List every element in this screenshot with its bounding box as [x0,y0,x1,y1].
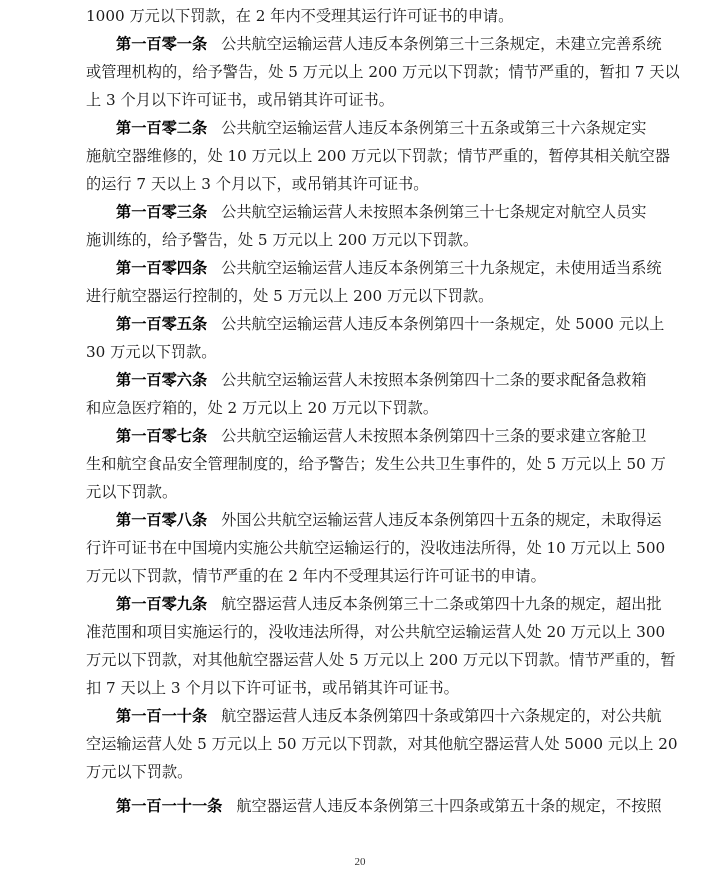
article-109-line: 第一百零九条 航空器运营人违反本条例第三十二条或第四十九条的规定，超出批 [116,595,662,613]
text-line: 行许可证书在中国境内实施公共航空运输运行的，没收违法所得，处 10 万元以上 500 [86,539,666,557]
text-line: 生和航空食品安全管理制度的，给予警告；发生公共卫生事件的，处 5 万元以上 50 万 [86,455,666,473]
article-103-line: 第一百零三条 公共航空运输运营人未按照本条例第三十七条规定对航空人员实 [116,203,647,221]
article-number: 第一百零四条 [116,259,208,277]
article-106-line: 第一百零六条 公共航空运输运营人未按照本条例第四十二条的要求配备急救箱 [116,371,647,389]
text-line: 的运行 7 天以上 3 个月以下，或吊销其许可证书。 [86,175,429,193]
text-line: 上 3 个月以下许可证书，或吊销其许可证书。 [86,91,394,109]
text-line: 1000 万元以下罚款，在 2 年内不受理其运行许可证书的申请。 [86,7,514,25]
article-number: 第一百零六条 [116,371,208,389]
article-104-line: 第一百零四条 公共航空运输运营人违反本条例第三十九条规定，未使用适当系统 [116,259,662,277]
text-line: 施训练的，给予警告，处 5 万元以上 200 万元以下罚款。 [86,231,479,249]
page-number: 20 [354,856,366,868]
text-line: 扣 7 天以上 3 个月以下许可证书，或吊销其许可证书。 [86,679,459,697]
text-line: 30 万元以下罚款。 [86,343,217,361]
article-108-line: 第一百零八条 外国公共航空运输运营人违反本条例第四十五条的规定，未取得运 [116,511,662,529]
article-number: 第一百零八条 [116,511,208,529]
text-line: 元以下罚款。 [86,483,178,501]
article-105-line: 第一百零五条 公共航空运输运营人违反本条例第四十一条规定，处 5000 元以上 [116,315,665,333]
article-110-line: 第一百一十条 航空器运营人违反本条例第四十条或第四十六条规定的，对公共航 [116,707,662,725]
text-line: 万元以下罚款。 [86,763,193,781]
text-line: 万元以下罚款，对其他航空器运营人处 5 万元以上 200 万元以下罚款。情节严重的，暂 [86,651,676,669]
text-line: 准范围和项目实施运行的，没收违法所得，对公共航空运输运营人处 20 万元以上 300 [86,623,666,641]
article-number: 第一百一十条 [116,707,208,725]
text-line: 万元以下罚款，情节严重的在 2 年内不受理其运行许可证书的申请。 [86,567,546,585]
article-number: 第一百零一条 [116,35,208,53]
text-line: 空运输运营人处 5 万元以上 50 万元以下罚款，对其他航空器运营人处 5000 元以上 20 [86,735,678,753]
text-line: 进行航空器运行控制的，处 5 万元以上 200 万元以下罚款。 [86,287,494,305]
article-107-line: 第一百零七条 公共航空运输运营人未按照本条例第四十三条的要求建立客舱卫 [116,427,647,445]
article-number: 第一百零七条 [116,427,208,445]
text-line: 或管理机构的，给予警告，处 5 万元以上 200 万元以下罚款；情节严重的，暂扣 7 天以 [86,63,680,81]
article-number: 第一百零九条 [116,595,208,613]
article-number: 第一百零二条 [116,119,208,137]
text-line: 和应急医疗箱的，处 2 万元以上 20 万元以下罚款。 [86,399,439,417]
article-101-line: 第一百零一条 公共航空运输运营人违反本条例第三十三条规定，未建立完善系统 [116,35,662,53]
article-number: 第一百零五条 [116,315,208,333]
article-number: 第一百一十一条 [116,797,223,815]
article-number: 第一百零三条 [116,203,208,221]
article-111-line: 第一百一十一条 航空器运营人违反本条例第三十四条或第五十条的规定，不按照 [116,797,662,815]
text-line: 施航空器维修的，处 10 万元以上 200 万元以下罚款；情节严重的，暂停其相关航空器 [86,147,670,165]
article-102-line: 第一百零二条 公共航空运输运营人违反本条例第三十五条或第三十六条规定实 [116,119,647,137]
